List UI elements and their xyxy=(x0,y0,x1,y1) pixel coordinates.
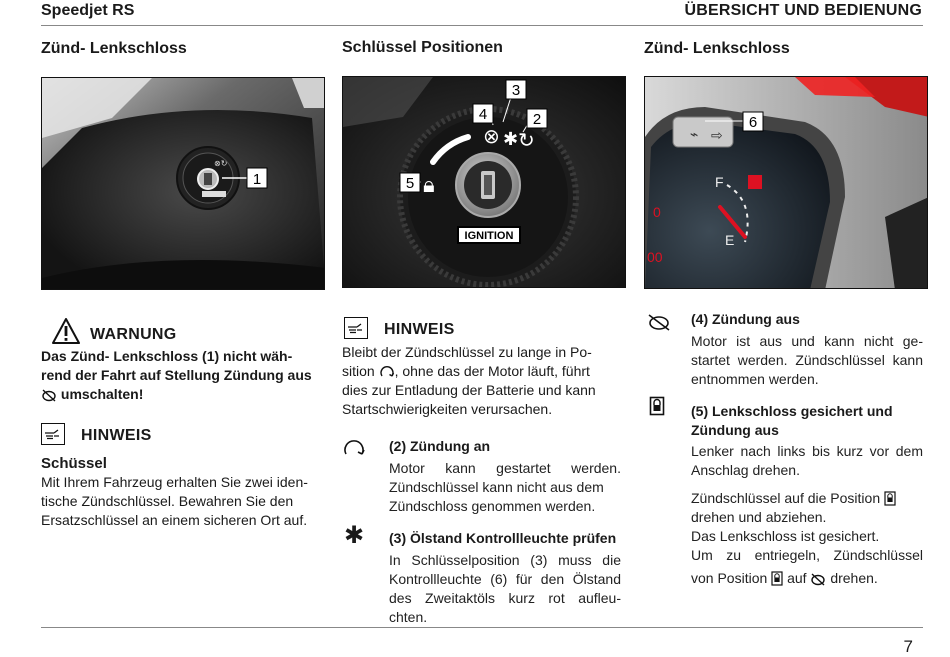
svg-text:✱: ✱ xyxy=(503,129,519,150)
hinweis-middle-line-1: Bleibt der Zündschlüssel zu lange in Po- xyxy=(342,344,592,360)
hinweis-middle-line-4: Startschwierigkeiten verursachen. xyxy=(342,401,553,417)
item-4-line-1: Motor ist aus und kann nicht ge- xyxy=(691,333,923,349)
item-5-body-a xyxy=(691,442,923,480)
item-5-line-b3: Das Lenkschloss ist gesichert. xyxy=(691,528,880,544)
callout-4: 4 xyxy=(478,106,488,123)
item-3-title: (3) Ölstand Kontrollleuchte prüfen xyxy=(389,530,617,546)
item-5-line-a1: Lenker nach links bis kurz vor dem xyxy=(691,443,923,459)
svg-text:0: 0 xyxy=(653,204,661,220)
warning-line-3: umschalten! xyxy=(41,385,321,404)
item-2-line-3: Zündschloss genommen werden. xyxy=(389,498,596,514)
lock-position-icon xyxy=(771,571,783,586)
hinweis-middle-line-2: sition , ohne das der Motor läuft, führt xyxy=(342,363,590,379)
item-5-title-line-1: (5) Lenkschloss gesichert und xyxy=(691,403,893,419)
callout-1: 1 xyxy=(252,171,262,188)
footer-rule xyxy=(41,627,923,628)
item-2-line-2: Zündschlüssel kann nicht aus dem xyxy=(389,479,604,495)
item-5-title-line-2: Zündung aus xyxy=(691,422,779,438)
svg-text:⊗↻: ⊗↻ xyxy=(214,159,228,168)
hinweis-left-label: HINWEIS xyxy=(81,427,152,444)
middle-column-title: Schlüssel Positionen xyxy=(342,39,503,56)
item-5-title xyxy=(691,402,893,440)
right-column-title: Zünd- Lenkschloss xyxy=(644,40,790,57)
item-3-body xyxy=(389,551,621,627)
item-4-body xyxy=(691,332,923,389)
hinweis-left-text xyxy=(41,473,321,530)
fuel-gauge-full: F xyxy=(715,174,724,190)
hinweis-middle-label: HINWEIS xyxy=(384,321,455,338)
svg-text:🔒︎: 🔒︎ xyxy=(423,173,435,198)
document-title: Speedjet RS xyxy=(41,2,135,19)
item-3-line-1: In Schlüsselposition (3) muss die xyxy=(389,552,621,568)
ignition-on-symbol-icon xyxy=(343,437,367,459)
oil-check-symbol-icon: ✱ xyxy=(344,522,365,549)
warning-label: WARNUNG xyxy=(90,326,177,343)
warning-text xyxy=(41,347,321,404)
hinweis-left-line-3: Ersatzschlüssel an einem sicheren Ort auf. xyxy=(41,512,308,528)
item-4-title: (4) Zündung aus xyxy=(691,311,800,327)
item-3-line-4: chten. xyxy=(389,609,428,625)
item-5-body-b xyxy=(691,489,923,546)
item-4-line-3: entnommen werden. xyxy=(691,371,819,387)
page-number: 7 xyxy=(903,637,913,656)
item-3-line-3: des Zweitaktöls kurz rot aufleu- xyxy=(389,590,621,606)
dashboard-photo xyxy=(644,76,928,289)
item-3-line-2: Kontrollleuchte (6) für den Ölstand xyxy=(389,571,621,587)
svg-text:⌁: ⌁ xyxy=(690,127,699,143)
ignition-label: IGNITION xyxy=(464,230,514,242)
callout-6: 6 xyxy=(748,114,758,131)
item-5-line-b2: drehen und abziehen. xyxy=(691,509,827,525)
item-5-line-c2: von Position auf drehen. xyxy=(691,570,878,586)
hinweis-middle-line-3: dies zur Entladung der Batterie und kann xyxy=(342,382,596,398)
item-5-line-a2: Anschlag drehen. xyxy=(691,462,800,478)
svg-text:00: 00 xyxy=(647,249,663,265)
svg-text:⇨: ⇨ xyxy=(711,128,723,144)
hinweis-left-line-2: tische Zündschlüssel. Bewahren Sie den xyxy=(41,493,294,509)
hinweis-left-line-1: Mit Ihrem Fahrzeug erhalten Sie zwei iden- xyxy=(41,474,308,490)
callout-3: 3 xyxy=(511,82,521,99)
ignition-lock-photo xyxy=(41,77,325,290)
hinweis-left-subtitle: Schüssel xyxy=(41,455,107,472)
item-2-body xyxy=(389,459,621,516)
svg-text:⊗: ⊗ xyxy=(483,124,500,148)
ignition-off-symbol-icon xyxy=(646,312,672,332)
warning-heading xyxy=(52,318,177,344)
item-4-line-2: startet werden. Zündschlüssel kann xyxy=(691,352,923,368)
warning-line-2: rend der Fahrt auf Stellung Zündung aus xyxy=(41,367,312,383)
item-5-line-b1: Zündschlüssel auf die Position xyxy=(691,489,923,508)
section-title: ÜBERSICHT UND BEDIENUNG xyxy=(684,2,922,19)
hinweis-left-heading xyxy=(41,423,152,445)
hinweis-middle-text xyxy=(342,343,622,419)
header-rule xyxy=(41,25,923,26)
hand-pointer-icon xyxy=(41,423,65,445)
key-positions-photo xyxy=(342,76,626,288)
hinweis-middle-heading xyxy=(344,317,455,339)
ignition-on-icon xyxy=(379,365,395,379)
lock-position-icon xyxy=(884,491,896,506)
left-column-title: Zünd- Lenkschloss xyxy=(41,40,187,57)
svg-text:↻: ↻ xyxy=(518,128,535,152)
item-2-title: (2) Zündung an xyxy=(389,438,491,454)
ignition-off-icon xyxy=(41,388,57,402)
warning-line-1: Das Zünd- Lenkschloss (1) nicht wäh- xyxy=(41,348,293,364)
steering-lock-symbol-icon xyxy=(649,396,665,416)
item-5-line-c1: Um zu entriegeln, Zündschlüssel xyxy=(691,547,923,563)
warning-triangle-icon xyxy=(52,318,80,344)
item-2-line-1: Motor kann gestartet werden. xyxy=(389,460,621,476)
callout-2: 2 xyxy=(532,111,542,128)
callout-5: 5 xyxy=(405,175,415,192)
hand-pointer-icon xyxy=(344,317,368,339)
fuel-gauge-empty: E xyxy=(725,232,735,248)
item-5-body-c xyxy=(691,546,923,588)
ignition-off-icon xyxy=(810,572,826,586)
